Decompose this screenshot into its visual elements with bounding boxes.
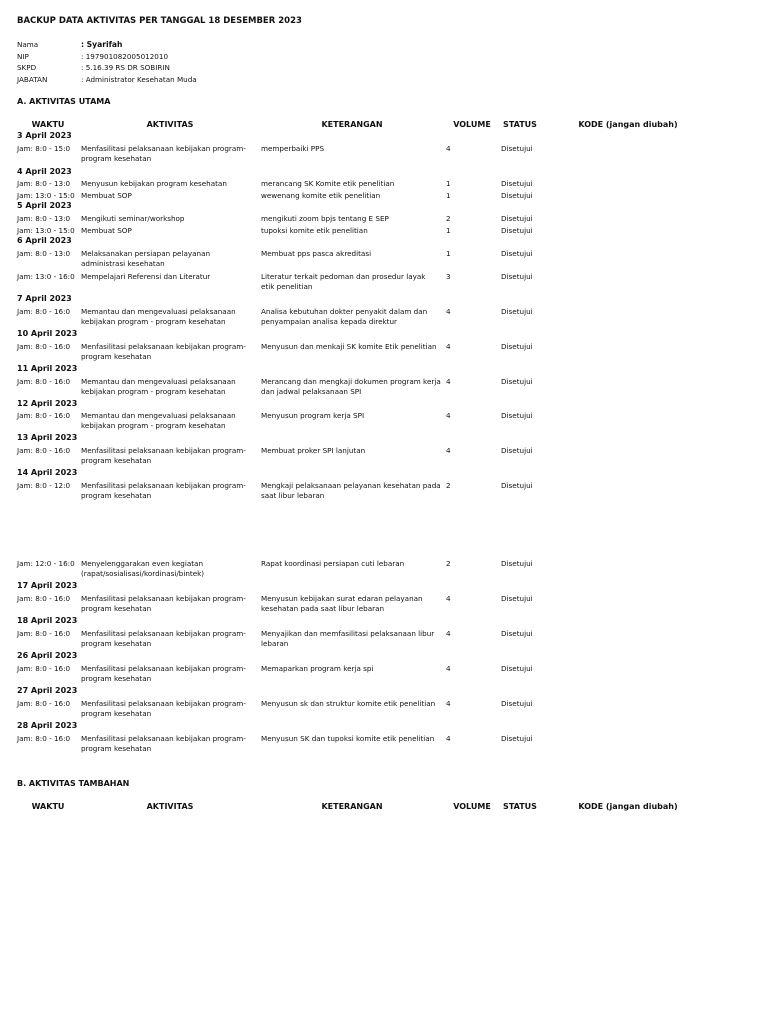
cell-time: Jam: 8:0 - 16:0 (17, 594, 71, 603)
cell-note: Menyusun program kerja SPI (261, 411, 365, 420)
date-heading: 7 April 2023 (17, 294, 72, 303)
cell-status: Disetujui (501, 594, 533, 603)
cell-status: Disetujui (501, 734, 533, 743)
cell-note: memperbaiki PPS (261, 144, 325, 153)
cell-activity: Memantau dan mengevaluasi pelaksanaan kebijakan program - program kesehatan (81, 377, 236, 396)
cell-note: tupoksi komite etik penelitian (261, 226, 368, 235)
date-heading: 27 April 2023 (17, 686, 78, 695)
date-heading: 28 April 2023 (17, 721, 78, 730)
cell-activity: Menfasilitasi pelaksanaan kebijakan program-program kesehatan (81, 481, 246, 500)
date-heading: 17 April 2023 (17, 581, 78, 590)
header-waktu: WAKTU (31, 802, 65, 811)
cell-status: Disetujui (501, 342, 533, 351)
cell-volume: 4 (446, 664, 451, 673)
info-row-skpd (17, 63, 170, 72)
cell-volume: 4 (446, 699, 451, 708)
info-row-nama (17, 40, 122, 49)
cell-note: mengikuti zoom bpjs tentang E SEP (261, 214, 389, 223)
cell-status: Disetujui (501, 559, 533, 568)
cell-volume: 4 (446, 734, 451, 743)
info-row-nip (17, 52, 168, 61)
cell-status: Disetujui (501, 214, 533, 223)
date-heading: 12 April 2023 (17, 399, 78, 408)
cell-status: Disetujui (501, 411, 533, 420)
cell-note: Literatur terkait pedoman dan prosedur layak etik penelitian (261, 272, 426, 291)
cell-time: Jam: 8:0 - 16:0 (17, 446, 71, 455)
cell-note: Memaparkan program kerja spi (261, 664, 374, 673)
info-label: Nama (17, 40, 39, 49)
cell-time: Jam: 8:0 - 16:0 (17, 664, 71, 673)
cell-activity: Memantau dan mengevaluasi pelaksanaan kebijakan program - program kesehatan (81, 307, 236, 326)
cell-status: Disetujui (501, 226, 533, 235)
cell-activity: Menyelenggarakan even kegiatan (rapat/sosialisasi/kordinasi/bintek) (81, 559, 205, 578)
cell-status: Disetujui (501, 481, 533, 490)
cell-time: Jam: 8:0 - 16:0 (17, 377, 71, 386)
cell-volume: 1 (446, 191, 451, 200)
header-waktu: WAKTU (31, 120, 65, 129)
cell-volume: 1 (446, 179, 451, 188)
cell-activity: Menfasilitasi pelaksanaan kebijakan program-program kesehatan (81, 446, 246, 465)
cell-time: Jam: 8:0 - 16:0 (17, 411, 71, 420)
cell-note: merancang SK Komite etik penelitian (261, 179, 395, 188)
cell-activity: Mempelajari Referensi dan Literatur (81, 272, 211, 281)
cell-time: Jam: 8:0 - 16:0 (17, 342, 71, 351)
cell-volume: 4 (446, 411, 451, 420)
cell-volume: 4 (446, 594, 451, 603)
header-kode: KODE (jangan diubah) (578, 802, 678, 811)
cell-time: Jam: 8:0 - 16:0 (17, 734, 71, 743)
cell-status: Disetujui (501, 191, 533, 200)
cell-time: Jam: 8:0 - 13:0 (17, 179, 71, 188)
section-a-heading: A. AKTIVITAS UTAMA (17, 97, 111, 106)
cell-note: Rapat koordinasi persiapan cuti lebaran (261, 559, 405, 568)
header-aktivitas: AKTIVITAS (146, 120, 194, 129)
cell-note: Menyusun sk dan struktur komite etik penelitian (261, 699, 436, 708)
cell-note: Menyusun kebijakan surat edaran pelayanan kesehatan pada saat libur lebaran (261, 594, 423, 613)
info-label: NIP (17, 52, 29, 61)
cell-volume: 4 (446, 377, 451, 386)
cell-activity: Menfasilitasi pelaksanaan kebijakan program-program kesehatan (81, 664, 246, 683)
cell-time: Jam: 13:0 - 15:0 (17, 191, 75, 200)
cell-activity: Menfasilitasi pelaksanaan kebijakan program-program kesehatan (81, 594, 246, 613)
info-value: : 5.16.39 RS DR SOBIRIN (81, 63, 170, 72)
cell-volume: 4 (446, 342, 451, 351)
cell-volume: 1 (446, 226, 451, 235)
cell-volume: 1 (446, 249, 451, 258)
cell-time: Jam: 8:0 - 13:0 (17, 249, 71, 258)
cell-activity: Membuat SOP (81, 226, 132, 235)
header-keterangan: KETERANGAN (321, 802, 383, 811)
document-title: BACKUP DATA AKTIVITAS PER TANGGAL 18 DESEMBER 2023 (17, 16, 302, 26)
date-heading: 11 April 2023 (17, 364, 78, 373)
header-kode: KODE (jangan diubah) (578, 120, 678, 129)
cell-status: Disetujui (501, 446, 533, 455)
cell-note: wewenang komite etik penelitian (261, 191, 381, 200)
cell-note: Membuat pps pasca akreditasi (261, 249, 372, 258)
cell-status: Disetujui (501, 664, 533, 673)
info-value: : Syarifah (81, 40, 123, 49)
date-heading: 18 April 2023 (17, 616, 78, 625)
date-heading: 13 April 2023 (17, 433, 78, 442)
cell-time: Jam: 8:0 - 12:0 (17, 481, 71, 490)
cell-note: Menyusun SK dan tupoksi komite etik penelitian (261, 734, 435, 743)
cell-note: Menyajikan dan memfasilitasi pelaksanaan libur lebaran (261, 629, 435, 648)
header-status: STATUS (503, 120, 537, 129)
header-aktivitas: AKTIVITAS (146, 802, 194, 811)
cell-volume: 2 (446, 559, 451, 568)
cell-activity: Melaksanakan persiapan pelayanan administrasi kesehatan (81, 249, 211, 268)
info-label: JABATAN (17, 75, 48, 84)
cell-volume: 4 (446, 144, 451, 153)
cell-note: Mengkaji pelaksanaan pelayanan kesehatan pada saat libur lebaran (261, 481, 441, 500)
cell-status: Disetujui (501, 144, 533, 153)
header-volume: VOLUME (453, 120, 491, 129)
cell-status: Disetujui (501, 249, 533, 258)
header-keterangan: KETERANGAN (321, 120, 383, 129)
date-heading: 3 April 2023 (17, 131, 72, 140)
cell-volume: 4 (446, 629, 451, 638)
cell-time: Jam: 8:0 - 15:0 (17, 144, 71, 153)
cell-note: Merancang dan mengkaji dokumen program kerja dan jadwal pelaksanaan SPI (261, 377, 441, 396)
cell-status: Disetujui (501, 699, 533, 708)
cell-time: Jam: 12:0 - 16:0 (17, 559, 75, 568)
cell-activity: Menfasilitasi pelaksanaan kebijakan program-program kesehatan (81, 699, 246, 718)
cell-time: Jam: 13:0 - 15:0 (17, 226, 75, 235)
cell-volume: 3 (446, 272, 451, 281)
date-heading: 14 April 2023 (17, 468, 78, 477)
cell-time: Jam: 13:0 - 16:0 (17, 272, 75, 281)
cell-activity: Menfasilitasi pelaksanaan kebijakan program-program kesehatan (81, 629, 246, 648)
date-heading: 6 April 2023 (17, 236, 72, 245)
info-row-jabatan (17, 75, 197, 84)
cell-volume: 4 (446, 307, 451, 316)
info-value: : 197901082005012010 (81, 52, 169, 61)
cell-status: Disetujui (501, 272, 533, 281)
info-value: : Administrator Kesehatan Muda (81, 75, 197, 84)
date-heading: 26 April 2023 (17, 651, 78, 660)
cell-status: Disetujui (501, 629, 533, 638)
date-heading: 10 April 2023 (17, 329, 78, 338)
cell-status: Disetujui (501, 307, 533, 316)
cell-time: Jam: 8:0 - 16:0 (17, 699, 71, 708)
info-label: SKPD (17, 63, 37, 72)
cell-status: Disetujui (501, 377, 533, 386)
cell-activity: Memantau dan mengevaluasi pelaksanaan kebijakan program - program kesehatan (81, 411, 236, 430)
cell-note: Menyusun dan menkaji SK komite Etik penelitian (261, 342, 437, 351)
cell-activity: Menfasilitasi pelaksanaan kebijakan program-program kesehatan (81, 734, 246, 753)
cell-volume: 4 (446, 446, 451, 455)
date-heading: 4 April 2023 (17, 167, 72, 176)
cell-activity: Menyusun kebijakan program kesehatan (81, 179, 227, 188)
date-heading: 5 April 2023 (17, 201, 72, 210)
cell-time: Jam: 8:0 - 13:0 (17, 214, 71, 223)
cell-activity: Menfasilitasi pelaksanaan kebijakan program-program kesehatan (81, 144, 246, 163)
cell-status: Disetujui (501, 179, 533, 188)
cell-time: Jam: 8:0 - 16:0 (17, 629, 71, 638)
header-volume: VOLUME (453, 802, 491, 811)
cell-time: Jam: 8:0 - 16:0 (17, 307, 71, 316)
cell-activity: Mengikuti seminar/workshop (81, 214, 185, 223)
cell-activity: Menfasilitasi pelaksanaan kebijakan program-program kesehatan (81, 342, 246, 361)
cell-volume: 2 (446, 481, 451, 490)
table-header-a (0, 120, 768, 132)
cell-volume: 2 (446, 214, 451, 223)
table-header-b (0, 802, 768, 814)
cell-activity: Membuat SOP (81, 191, 132, 200)
header-status: STATUS (503, 802, 537, 811)
cell-note: Membuat proker SPI lanjutan (261, 446, 366, 455)
cell-note: Analisa kebutuhan dokter penyakit dalam dan penyampaian analisa kepada direktur (261, 307, 428, 326)
section-b-heading: B. AKTIVITAS TAMBAHAN (17, 779, 130, 788)
